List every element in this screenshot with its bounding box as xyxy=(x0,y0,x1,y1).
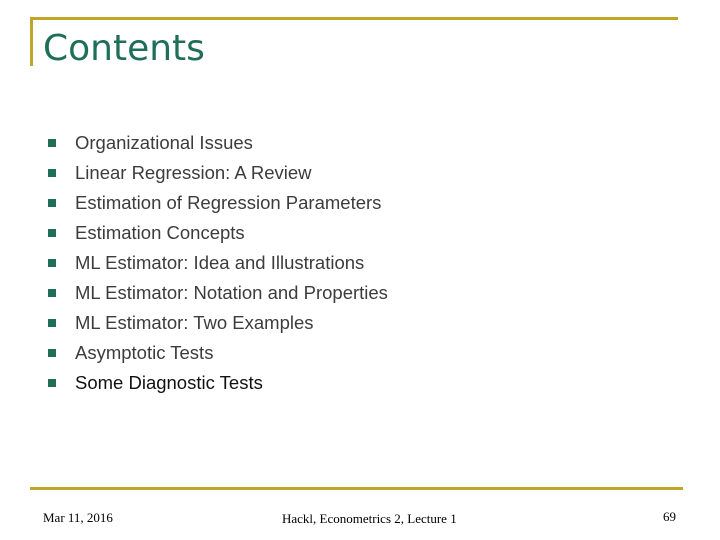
square-bullet-icon xyxy=(48,259,56,267)
contents-item xyxy=(48,338,388,368)
contents-item-label: Asymptotic Tests xyxy=(75,342,214,363)
contents-item xyxy=(48,188,388,218)
contents-item-label: ML Estimator: Two Examples xyxy=(75,312,314,333)
square-bullet-icon xyxy=(48,289,56,297)
title-frame-left-rule xyxy=(30,17,33,66)
slide-title: Contents xyxy=(43,28,205,69)
square-bullet-icon xyxy=(48,229,56,237)
square-bullet-icon xyxy=(48,379,56,387)
contents-item-label: Linear Regression: A Review xyxy=(75,162,312,183)
footer-course-label: Hackl, Econometrics 2, Lecture 1 xyxy=(282,511,457,526)
contents-item-label: Some Diagnostic Tests xyxy=(75,372,263,393)
square-bullet-icon xyxy=(48,349,56,357)
contents-item-label: Estimation of Regression Parameters xyxy=(75,192,382,213)
square-bullet-icon xyxy=(48,199,56,207)
contents-item xyxy=(48,128,388,158)
footer-rule xyxy=(30,487,683,490)
contents-item xyxy=(48,368,388,398)
contents-item-label: ML Estimator: Idea and Illustrations xyxy=(75,252,365,273)
contents-item xyxy=(48,248,388,278)
square-bullet-icon xyxy=(48,319,56,327)
footer-date: Mar 11, 2016 xyxy=(43,510,113,525)
contents-item xyxy=(48,158,388,188)
contents-item xyxy=(48,218,388,248)
page-number: 69 xyxy=(663,509,676,524)
contents-item-label: Estimation Concepts xyxy=(75,222,245,243)
contents-list xyxy=(48,128,388,398)
contents-item-label: ML Estimator: Notation and Properties xyxy=(75,282,388,303)
square-bullet-icon xyxy=(48,139,56,147)
title-frame-top-rule xyxy=(30,17,678,20)
contents-item xyxy=(48,278,388,308)
contents-item xyxy=(48,308,388,338)
square-bullet-icon xyxy=(48,169,56,177)
contents-item-label: Organizational Issues xyxy=(75,132,253,153)
